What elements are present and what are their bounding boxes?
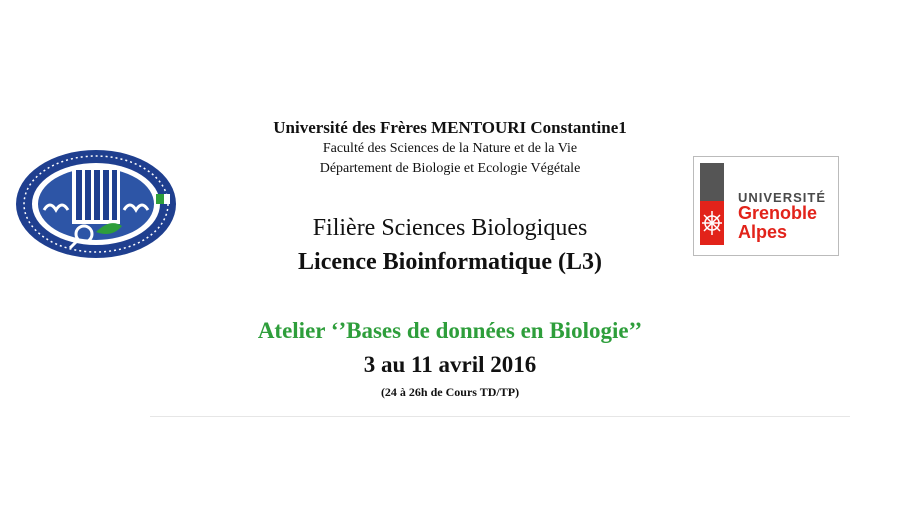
university-name: Université des Frères MENTOURI Constantine1	[273, 118, 627, 137]
workshop-dates: 3 au 11 avril 2016	[363, 352, 537, 377]
divider	[150, 416, 850, 417]
umc-logo	[14, 148, 178, 260]
program-name: Filière Sciences Biologiques	[312, 215, 588, 241]
degree-name: Licence Bioinformatique (L3)	[298, 249, 602, 275]
faculty-name: Faculté des Sciences de la Nature et de la Vie	[322, 141, 578, 156]
workshop-hours: (24 à 26h de Cours TD/TP)	[380, 385, 520, 399]
workshop-title: Atelier ‘’Bases de données en Biologie’’	[257, 318, 643, 343]
uga-line1: UNIVERSITÉ	[738, 190, 827, 205]
department-name: Département de Biologie et Ecologie Végétale	[319, 161, 581, 176]
uga-line2: Grenoble	[738, 203, 818, 223]
uga-line3: Alpes	[738, 222, 788, 242]
